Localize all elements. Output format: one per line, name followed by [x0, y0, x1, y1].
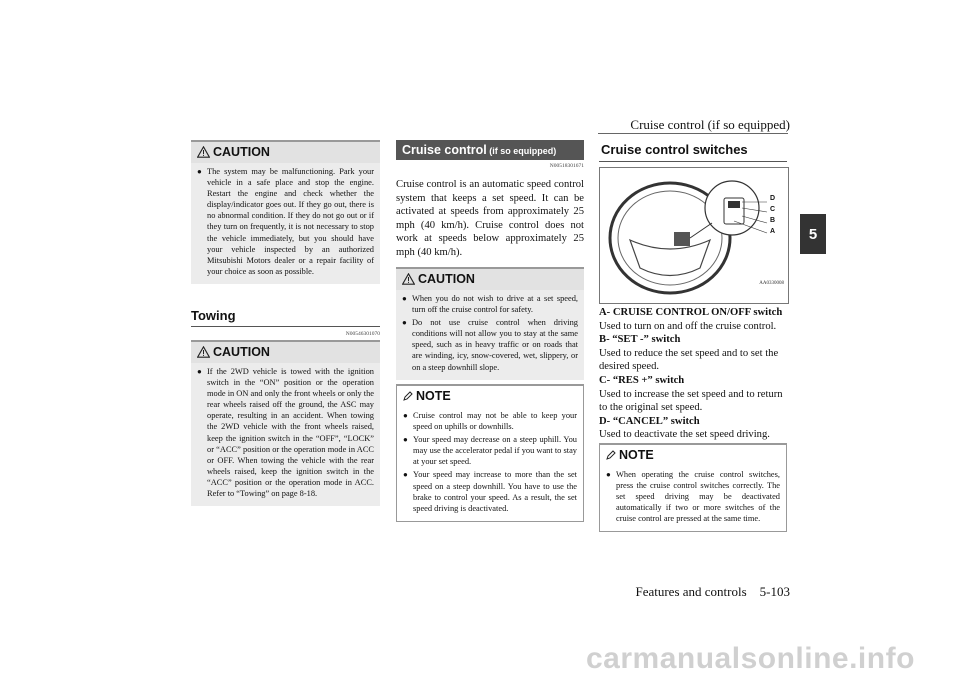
warning-icon [402, 273, 415, 285]
switch-c: C- “RES +” switch Used to increase the set speed and to return to the original set speed. [599, 374, 783, 414]
switch-label-a: A [770, 228, 776, 235]
header-rule [598, 133, 788, 134]
caution-title: CAUTION [191, 142, 380, 163]
switch-d: D- “CANCEL” switch Used to deactivate the set speed driving. [599, 415, 770, 441]
note-item: ● Cruise control may not be able to keep your speed on uphills or downhills. [403, 410, 577, 432]
switch-label-d: D [770, 195, 776, 202]
caution-box-1 [191, 140, 380, 284]
note-item: ● When operating the cruise control switches, press the cruise control switches correctly. The set speed driving may be deactivated automatically if two or more switches of the cruise control are pressed at the same time. [606, 469, 780, 524]
caution-item: ● When you do not wish to drive at a set speed, turn off the cruise control for safety. [402, 293, 578, 315]
illustration-code: AA0330008 [759, 281, 784, 286]
switch-list [599, 306, 787, 442]
warning-icon [197, 146, 210, 158]
pencil-note-icon [403, 391, 413, 401]
pencil-note-icon [606, 450, 616, 460]
caution-box-2: CAUTION ● If the 2WD vehicle is towed with the ignition switch in the “ON” position or the operation mode in ON and only the front wheels or only the rear wheels raised off the ground, the ASC may operate, resulting in an accident. When towing the 2WD vehicle with the front wheels raised, keep the ignition switch in the “OFF”, “LOCK” or “ACC” position or the operation mode in ACC or OFF. When towing the vehicle with the rear wheels raised, keep the ignition switch in the “ACC” position or the operation mode in ACC. Refer to “Towing” on page 8-18. [191, 340, 380, 506]
switch-label-b: B [770, 217, 776, 224]
towing-heading: Towing [191, 308, 380, 327]
warning-icon [197, 346, 210, 358]
switch-b: B- “SET -” switch Used to reduce the set speed and to set the desired speed. [599, 334, 779, 373]
steering-wheel-illustration [599, 167, 789, 304]
cruise-control-ref: N00518301671 [549, 163, 584, 169]
chapter-tab: 5 [800, 214, 826, 254]
caution-item: ● Do not use cruise control when driving conditions will not allow you to stay at the same speed, such as in heavy traffic or on roads that are winding, icy, snow-covered, wet, slippery, or on a steep downhill slope. [402, 317, 578, 372]
towing-ref: N00546301070 [345, 331, 380, 337]
caution-box-3: CAUTION ● When you do not wish to drive at a set speed, turn off the cruise control for safety. ● Do not use cruise control when driving conditions will not allow you to stay at the same speed, such as in heavy traffic or on roads that are winding, icy, snow-covered, wet, slippery, or on a steep downhill slope. [396, 267, 584, 380]
switch-a: A- CRUISE CONTROL ON/OFF switch Used to turn on and off the cruise control. [599, 307, 783, 332]
watermark: carmanualsonline.info [586, 642, 915, 675]
note-box-1: NOTE ● Cruise control may not be able to keep your speed on uphills or downhills. ● Your speed may decrease on a steep uphill. You may use the accelerator pedal if you want to stay at your set speed. ● Your speed may increase to more than the set speed on a steep downhill. You have to use the brake to control your speed. As a result, the set speed driving is deactivated. [396, 384, 584, 522]
note-box-2: NOTE ● When operating the cruise control switches, press the cruise control switches correctly. The set speed driving may be deactivated automatically if two or more switches of the cruise control are pressed at the same time. [599, 443, 787, 532]
note-item: ● Your speed may decrease on a steep uphill. You may use the accelerator pedal if you want to stay at your set speed. [403, 434, 577, 467]
note-item: ● Your speed may increase to more than the set speed on a steep downhill. You have to use the brake to control your speed. As a result, the set speed driving is deactivated. [403, 469, 577, 513]
cruise-control-intro: Cruise control is an automatic speed control system that keeps a set speed. It can be activated at speeds from approximately 25 mph (40 km/h). Cruise control does not work at speeds below approximately 25 mph (40 km/h). [396, 179, 584, 258]
caution-item: ● The system may be malfunctioning. Park your vehicle in a safe place and stop the engine. Restart the engine and check whether the display/indicator goes out. If they go out, there is no abnormal condition. If they do not go out or if they turn on frequently, it is not necessary to stop the vehicle immediately, but you should have your vehicle inspected by an authorized Mitsubishi Motors dealer or a repair facility of your choice as soon as possible. [197, 166, 374, 277]
switches-heading: Cruise control switches [599, 140, 787, 162]
switch-label-c: C [770, 206, 776, 213]
page-header: Cruise control (if so equipped) [630, 117, 790, 132]
caution-item: ● If the 2WD vehicle is towed with the ignition switch in the “ON” position or the operation mode in ON and only the front wheels or only the rear wheels raised off the ground, the ASC may operate, resulting in an accident. When towing the 2WD vehicle with the front wheels raised, keep the ignition switch in the “OFF”, “LOCK” or “ACC” position or the operation mode in ACC or OFF. When towing the vehicle with the rear wheels raised, keep the ignition switch in the “ACC” position or the operation mode in ACC. Refer to “Towing” on page 8-18. [197, 366, 374, 499]
page-footer: Features and controls 5-103 [635, 584, 790, 599]
cruise-control-heading: Cruise control (if so equipped) [396, 140, 584, 160]
